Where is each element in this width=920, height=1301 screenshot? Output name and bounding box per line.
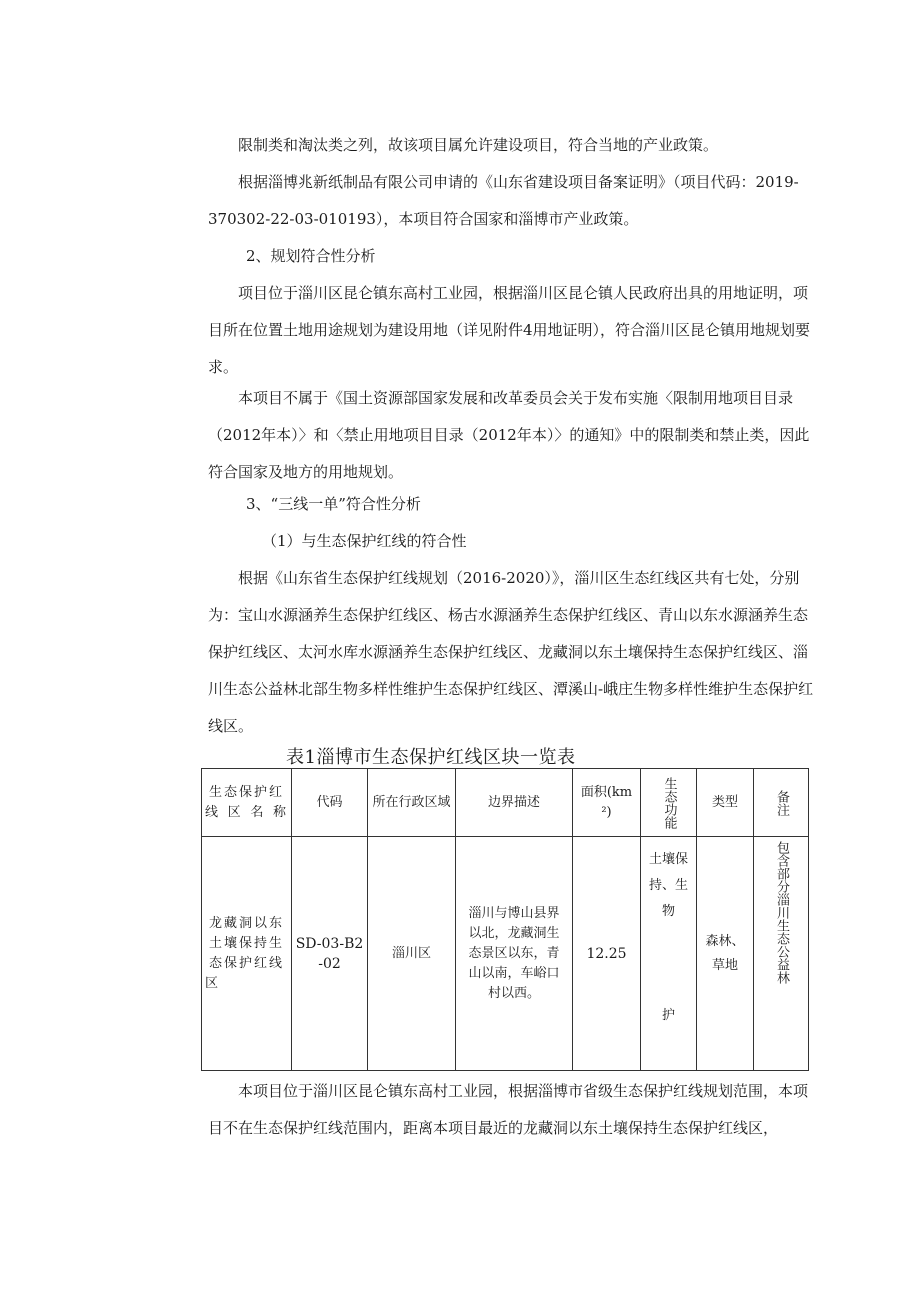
cell-type: 森林、草地: [697, 837, 754, 1071]
header-boundary: 边界描述: [456, 769, 573, 837]
paragraph-filing-certificate: 根据淄博兆新纸制品有限公司申请的《山东省建设项目备案证明》（项目代码：2019-370302-22-03-010193），本项目符合国家和淄博市产业政策。: [208, 173, 799, 228]
cell-note-text: 包含部分淄川生态公益林: [774, 841, 789, 984]
cell-function-bottom: 护: [661, 1008, 675, 1023]
header-note-text: 备注: [774, 789, 789, 816]
cell-function: [641, 837, 697, 1071]
header-name: 生态保护红线区名称: [202, 769, 292, 837]
header-function-text: 生态功能: [661, 776, 677, 829]
paragraph-land-catalog: 本项目不属于《国土资源部国家发展和改革委员会关于发布实施〈限制用地项目目录（2012年本）〉和〈禁止用地项目目录（2012年本）〉的通知》中的限制类和禁止类，因此符合国家及地方的用地规划。: [208, 389, 810, 481]
paragraph-industry-policy-end: 限制类和淘汰类之列，故该项目属允许建设项目，符合当地的产业政策。: [238, 136, 719, 154]
heading-planning-conformity: 2、规划符合性分析: [246, 247, 376, 265]
table-header-row: [202, 769, 809, 837]
cell-note: [754, 837, 809, 1071]
cell-boundary: 淄川与博山县界以北，龙藏洞生态景区以东，青山以南，车峪口村以西。: [456, 837, 573, 1071]
table-caption: 表1淄博市生态保护红线区块一览表: [286, 747, 576, 768]
header-note: [754, 769, 809, 837]
paragraph-project-location: 本项目位于淄川区昆仑镇东高村工业园，根据淄博市省级生态保护红线规划范围，本项目不在生态保护红线范围内，距离本项目最近的龙藏洞以东土壤保持生态保护红线区，: [208, 1082, 809, 1137]
paragraph-redline-areas: 根据《山东省生态保护红线规划（2016-2020）》，淄川区生态红线区共有七处，分别为：宝山水源涵养生态保护红线区、杨古水源涵养生态保护红线区、青山以东水源涵养生态保护红线区、太河水库水源涵养生态保护红线区、龙藏洞以东土壤保持生态保护红线区、淄川生态公益林北部生物多样性维护生态保护红线区、潭溪山-峨庄生物多样性维护生态保护红线区。: [208, 569, 814, 735]
header-code: 代码: [292, 769, 368, 837]
cell-area: 12.25: [573, 837, 641, 1071]
heading-three-lines-one-list: 3、“三线一单”符合性分析: [246, 495, 421, 513]
paragraph-land-use: 项目位于淄川区昆仑镇东高村工业园，根据淄川区昆仑镇人民政府出具的用地证明，项目所在位置土地用途规划为建设用地（详见附件4用地证明），符合淄川区昆仑镇用地规划要求。: [208, 284, 811, 376]
header-area: 面积(km²): [573, 769, 641, 837]
heading-ecological-redline: （1）与生态保护红线的符合性: [262, 532, 467, 550]
cell-function-top: 土壤保持、生物: [648, 852, 688, 919]
cell-name: 龙藏洞以东土壤保持生态保护红线区: [202, 837, 292, 1071]
header-function: [641, 769, 697, 837]
table-row: [202, 837, 809, 1071]
header-region: 所在行政区域: [368, 769, 456, 837]
redline-table: [201, 768, 809, 1071]
header-type: 类型: [697, 769, 754, 837]
cell-code: SD-03-B2-02: [292, 837, 368, 1071]
cell-region: 淄川区: [368, 837, 456, 1071]
